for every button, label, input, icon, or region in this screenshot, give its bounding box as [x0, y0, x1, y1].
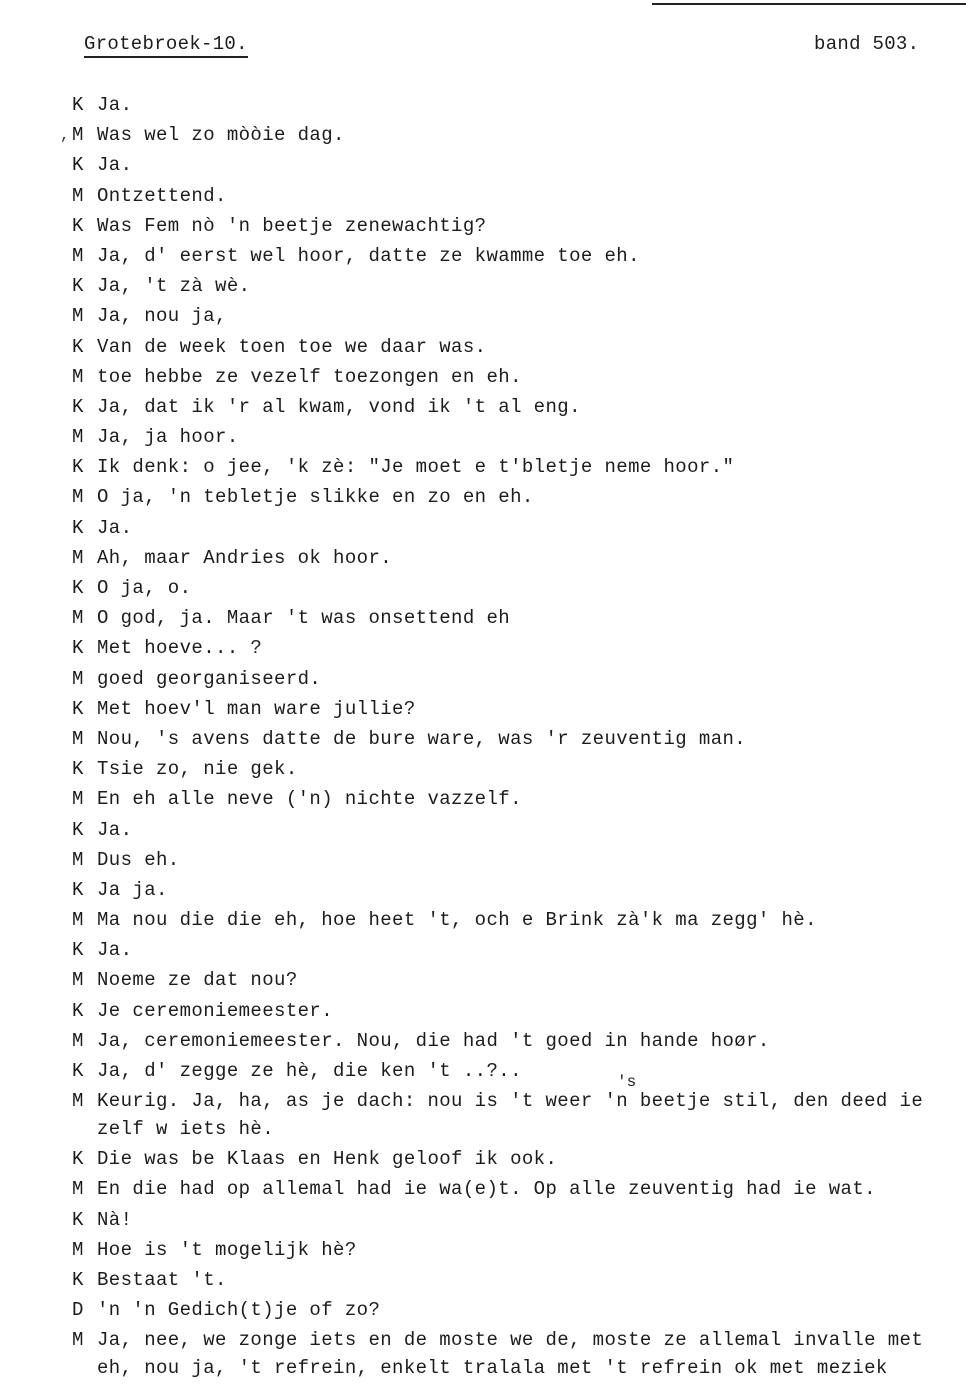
transcript-line: [72, 785, 962, 815]
utterance-text: Ja, ceremoniemeester. Nou, die had 't goed in hande hoør.: [97, 1029, 770, 1052]
speaker-label: M: [72, 848, 84, 871]
speaker-label: M: [72, 486, 84, 509]
utterance-text: toe hebbe ze vezelf toezongen en eh.: [97, 365, 522, 388]
speaker-label: M: [72, 969, 84, 992]
top-rule: [652, 3, 966, 5]
transcript-line: [72, 514, 962, 544]
utterance-text: Ja.: [97, 94, 133, 116]
utterance-text: Ma nou die die eh, hoe heet 't, och e Brink zà'k ma zegg' hè.: [97, 909, 817, 932]
speaker-label: M: [72, 546, 84, 569]
utterance-text: Ja.: [97, 939, 133, 962]
utterance-text: Was wel zo mòòie dag.: [97, 124, 345, 147]
margin-mark: ,: [60, 126, 70, 144]
utterance-text: Ja, d' zegge ze hè, die ken 't ..?..: [97, 1060, 522, 1082]
utterance-text: En eh alle neve ('n) nichte vazzelf.: [97, 788, 522, 811]
transcript-line: [72, 997, 962, 1027]
transcript-line: [72, 1087, 962, 1145]
transcript-line: [72, 544, 962, 574]
utterance-text: 'n 'n Gedich(t)je of zo?: [97, 1299, 381, 1322]
transcript-line: [72, 1145, 962, 1175]
speaker-label: M: [72, 244, 84, 267]
transcript-line: [72, 695, 962, 725]
transcript-line: [72, 816, 962, 846]
utterance-text: Noeme ze dat nou?: [97, 969, 298, 992]
transcript-line: [72, 1236, 962, 1266]
speaker-label: K: [72, 697, 84, 720]
speaker-label: M: [72, 426, 84, 449]
transcript-line: [72, 755, 962, 785]
document-title: [84, 33, 248, 55]
transcript-line: [72, 1206, 962, 1236]
speaker-label: M: [72, 124, 84, 147]
speaker-label: K: [72, 456, 84, 479]
transcript-line: [72, 876, 962, 906]
speaker-label: K: [72, 878, 84, 901]
transcript-line: [72, 242, 962, 272]
transcript-line: [72, 966, 962, 996]
speaker-label: K: [72, 637, 84, 660]
speaker-label: K: [72, 818, 84, 841]
utterance-text: Je ceremoniemeester.: [97, 999, 334, 1022]
transcript-line: [72, 1296, 962, 1326]
speaker-label: K: [72, 275, 84, 298]
speaker-label: M: [72, 1090, 84, 1113]
speaker-label: K: [72, 94, 84, 116]
utterance-text: Ja, ja hoor.: [97, 426, 239, 449]
document-title-text: Grotebroek-10.: [84, 33, 248, 58]
transcript-line: [72, 483, 962, 513]
utterance-text: O ja, 'n tebletje slikke en zo en eh.: [97, 486, 534, 509]
speaker-label: K: [72, 1208, 84, 1231]
utterance-text: Ja.: [97, 154, 133, 177]
speaker-label: M: [72, 365, 84, 388]
transcript-line: [72, 936, 962, 966]
transcript-line: [72, 121, 962, 151]
transcript-line: [72, 1266, 962, 1296]
utterance-text: Ja.: [97, 516, 133, 539]
transcript-line: [72, 634, 962, 664]
band-number: band 503.: [814, 33, 920, 55]
transcript-line: [72, 1175, 962, 1205]
utterance-text: Van de week toen toe we daar was.: [97, 335, 487, 358]
transcript-line: [72, 212, 962, 242]
transcript-line: [72, 453, 962, 483]
transcript-line: [72, 906, 962, 936]
transcript-line: [72, 272, 962, 302]
utterance-text: Ja.: [97, 818, 133, 841]
utterance-text: Ja, 't zà wè.: [97, 275, 251, 298]
speaker-label: M: [72, 607, 84, 630]
speaker-label: K: [72, 1060, 84, 1082]
utterance-text: Keurig. Ja, ha, as je dach: nou is 't weer 'n beetje stil, den deed ie zelf w iets hè.: [97, 1090, 924, 1141]
speaker-label: M: [72, 1178, 84, 1201]
transcript-line: [72, 333, 962, 363]
utterance-text: Ah, maar Andries ok hoor.: [97, 546, 393, 569]
transcript-line: [72, 1027, 962, 1057]
utterance-text: Die was be Klaas en Henk geloof ik ook.: [97, 1148, 558, 1171]
utterance-text: Was Fem nò 'n beetje zenewachtig?: [97, 214, 487, 237]
transcript-line: [72, 182, 962, 212]
utterance-text: Nou, 's avens datte de bure ware, was 'r zeuventig man.: [97, 727, 747, 750]
transcript-line: [72, 846, 962, 876]
speaker-label: M: [72, 909, 84, 932]
utterance-text: Nà!: [97, 1208, 133, 1231]
transcript-line: [72, 725, 962, 755]
transcript-lines: [72, 91, 962, 1384]
speaker-label: K: [72, 1148, 84, 1171]
transcript-line: [72, 302, 962, 332]
utterance-text: Met hoev'l man ware jullie?: [97, 697, 416, 720]
speaker-label: K: [72, 758, 84, 781]
speaker-label: M: [72, 727, 84, 750]
transcript-line: [72, 393, 962, 423]
utterance-text: Met hoeve... ?: [97, 637, 263, 660]
speaker-label: K: [72, 516, 84, 539]
utterance-text: Hoe is 't mogelijk hè?: [97, 1238, 357, 1261]
speaker-label: K: [72, 395, 84, 418]
utterance-text: O ja, o.: [97, 577, 192, 599]
utterance-text: Ik denk: o jee, 'k zè: "Je moet e t'bletje neme hoor.": [97, 456, 735, 479]
speaker-label: D: [72, 1299, 84, 1322]
speaker-label: K: [72, 335, 84, 358]
transcript-line: [72, 574, 962, 604]
utterance-text: En die had op allemal had ie wa(e)t. Op alle zeuventig had ie wat.: [97, 1178, 876, 1201]
speaker-label: K: [72, 939, 84, 962]
transcript-line: [72, 423, 962, 453]
speaker-label: K: [72, 577, 84, 599]
transcript-line: [72, 91, 962, 121]
speaker-label: M: [72, 305, 84, 328]
utterance-text: Tsie zo, nie gek.: [97, 758, 298, 781]
utterance-text: Ontzettend.: [97, 184, 227, 207]
transcript-line: [72, 151, 962, 181]
transcript-line: [72, 665, 962, 695]
utterance-text: goed georganiseerd.: [97, 667, 322, 690]
transcript-line: [72, 604, 962, 634]
speaker-label: M: [72, 1329, 84, 1352]
handwritten-insert: 's: [617, 1073, 637, 1091]
speaker-label: M: [72, 1238, 84, 1261]
speaker-label: K: [72, 154, 84, 177]
utterance-text: Ja, d' eerst wel hoor, datte ze kwamme toe eh.: [97, 244, 640, 267]
utterance-text: O god, ja. Maar 't was onsettend eh: [97, 607, 511, 630]
speaker-label: M: [72, 184, 84, 207]
utterance-text: Ja, dat ik 'r al kwam, vond ik 't al eng.: [97, 395, 581, 418]
utterance-text: Ja, nou ja,: [97, 305, 227, 328]
transcript-line: [72, 1057, 962, 1087]
speaker-label: M: [72, 667, 84, 690]
transcript-line: [72, 1326, 962, 1384]
utterance-text: Ja ja.: [97, 878, 168, 901]
speaker-label: M: [72, 788, 84, 811]
utterance-text: Bestaat 't.: [97, 1268, 227, 1291]
speaker-label: K: [72, 214, 84, 237]
speaker-label: K: [72, 1268, 84, 1291]
speaker-label: K: [72, 999, 84, 1022]
transcript-line: [72, 363, 962, 393]
speaker-label: M: [72, 1029, 84, 1052]
utterance-text: Ja, nee, we zonge iets en de moste we de, moste ze allemal invalle met eh, nou ja, 't refrein, enkelt tralala met 't refrein ok met meziek: [97, 1329, 924, 1380]
utterance-text: Dus eh.: [97, 848, 180, 871]
